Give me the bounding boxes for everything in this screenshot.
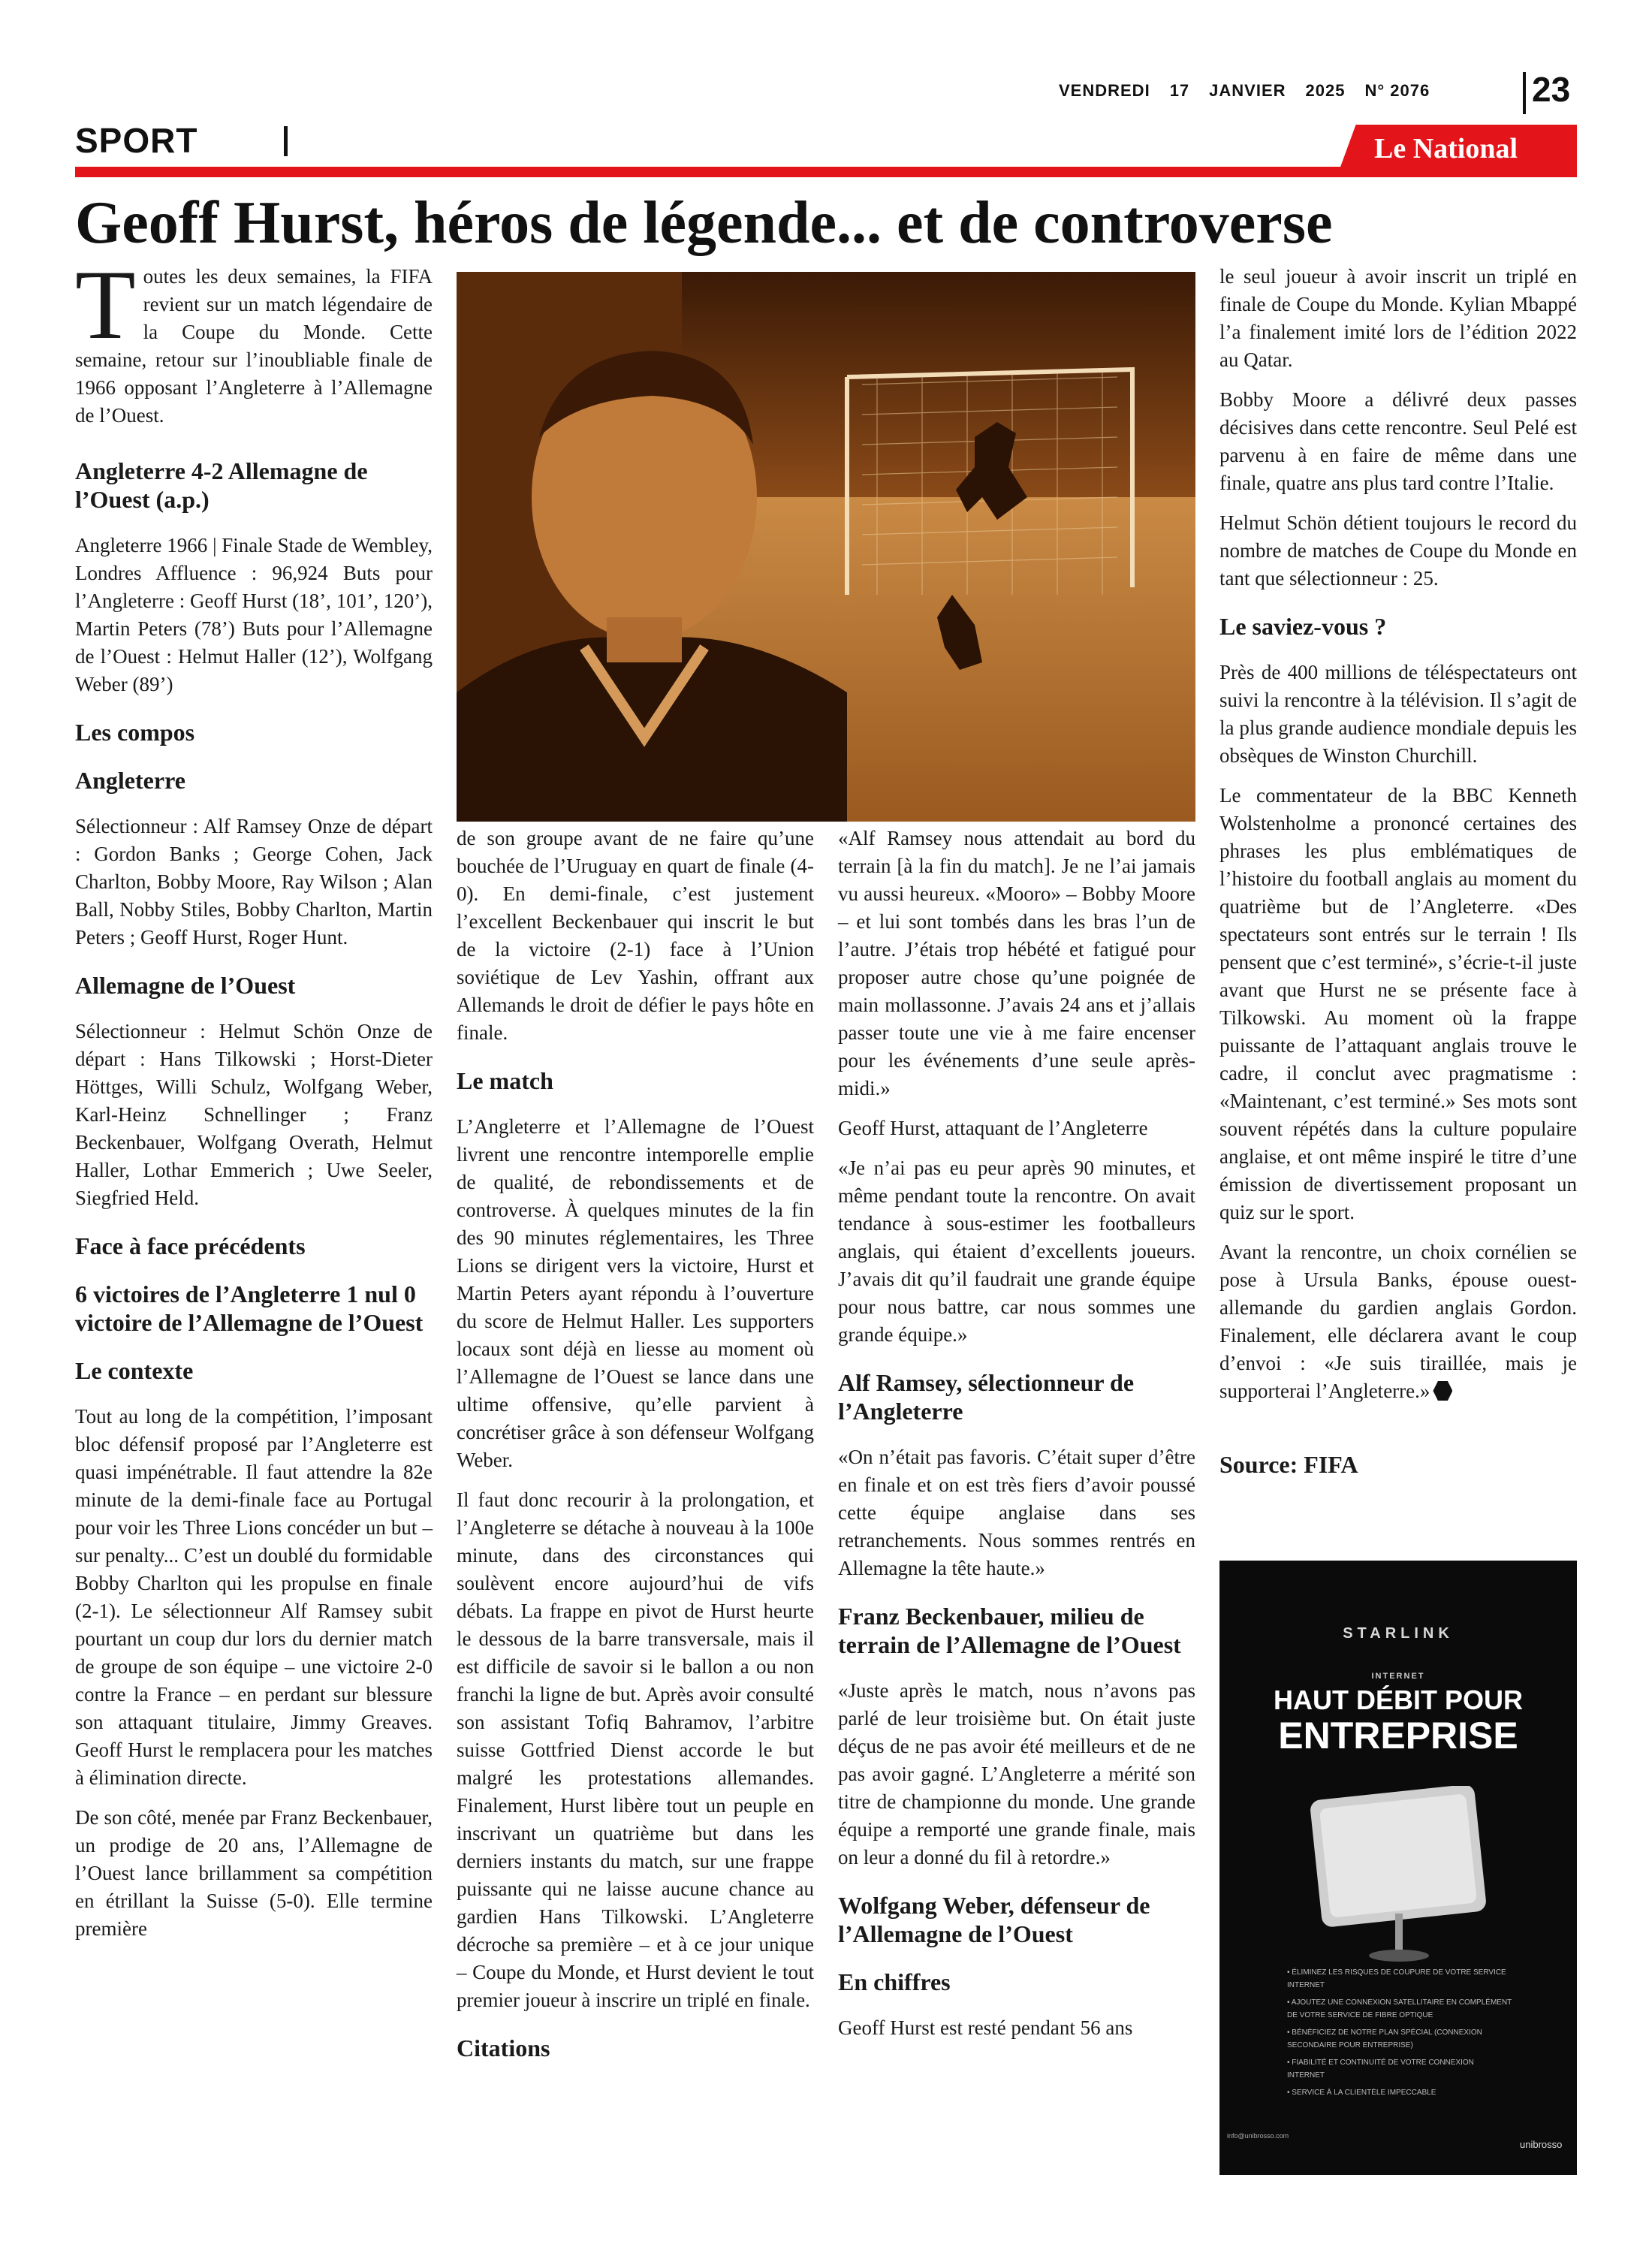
ad-title-line-1: HAUT DÉBIT POUR [1274, 1684, 1523, 1715]
heading-citations: Citations [457, 2034, 550, 2061]
ad-feature: • AJOUTEZ UNE CONNEXION SATELLITAIRE EN COMPLÉMENT DE VOTRE SERVICE DE FIBRE OPTIQUE [1287, 1998, 1512, 2019]
heading-score: Angleterre 4-2 Allemagne de l’Ouest (a.p.) [75, 457, 368, 513]
ad-feature: • ÉLIMINEZ LES RISQUES DE COUPURE DE VOTRE SERVICE INTERNET [1287, 1968, 1506, 1989]
paragraph-context-3: de son groupe avant de ne faire qu’une bouchée de l’Uruguay en quart de finale (4-0). En demi-finale, c’est justement l’excellent Beckenbauer qui inscrit le but de la victoire (2-1) face à l’Union soviétique de Lev Yashin, offrant aux Allemands le droit de défier le pays hôte en finale. [457, 827, 814, 1044]
quote-hurst-1: «Alf Ramsey nous attendait au bord du terrain [à la fin du match]. Je ne l’ai jamais vu aussi heureux. «Mooro» – Bobby Moore – et lui sont tombés dans les bras l’un de l’autre. J’étais trop hébété et fatigué pour proposer autre chose qu’une poignée de main mollassonne. J’avais 24 ans et j’allais passer toute une vie à me faire encenser pour les événements d’une seule après-midi.» [838, 827, 1195, 1099]
paragraph-context-1: Tout au long de la compétition, l’imposant bloc défensif proposé par l’Angleterre est quasi impénétrable. Il faut attendre la 82e minute de la demi-finale face au Portugal pour voir les Three Lions concéder un but – sur penalty... C’est un doublé du formidable Bobby Charlton qui les propulse en finale (2-1). Le sélectionneur Alf Ramsey subit pourtant un coup dur lors du dernier match de groupe de son équipe – une victoire 2-0 contre la France – en perdant sur blessure son attaquant titulaire, Jimmy Greaves. Geoff Hurst le remplacera pour les matches à élimination directe. [75, 1405, 433, 1789]
source-credit: Source: FIFA [1219, 1451, 1358, 1478]
quote-hurst-attribution: Geoff Hurst, attaquant de l’Angleterre [838, 1117, 1148, 1139]
paragraph-west-germany: Sélectionneur : Helmut Schön Onze de départ : Hans Tilkowski ; Horst-Dieter Höttges, Willi Schulz, Wolfgang Weber, Karl-Heinz Schnellinger ; Franz Beckenbauer, Wolfgang Overath, Helmut Haller, Lothar Emmerich ; Uwe Seeler, Siegfried Held. [75, 1020, 433, 1209]
paragraph-saviez-3: Avant la rencontre, un choix cornélien se pose à Ursula Banks, épouse ouest-allemande du gardien anglais Gordon. Finalement, elle déclarera avant le coup d’envoi : «Je suis tiraillée, mais je supporterai l’Angleterre.» [1219, 1241, 1577, 1402]
ad-contact: info@unibrosso.com [1227, 2132, 1289, 2140]
heading-weber: Wolfgang Weber, défenseur de l’Allemagne de l’Ouest [838, 1892, 1150, 1947]
ad-brand: STARLINK [1343, 1625, 1454, 1642]
paragraph-score: Angleterre 1966 | Finale Stade de Wembley, Londres Affluence : 96,924 Buts pour l’Angleterre : Geoff Hurst (18’, 101’, 120’), Martin Peters (78’) Buts pour l’Allemagne de l’Ouest : Helmut Haller (12’), Wolfgang Weber (89’) [75, 534, 433, 695]
heading-head-to-head: Face à face précédents [75, 1232, 306, 1259]
ad-feature: • FIABILITÉ ET CONTINUITÉ DE VOTRE CONNEXION INTERNET [1287, 2058, 1474, 2080]
hurst-goal-photo [457, 272, 1195, 822]
page-number-divider [1523, 72, 1526, 114]
heading-context: Le contexte [75, 1357, 194, 1384]
column-2 [457, 825, 814, 2080]
date-year: 2025 [1305, 81, 1346, 100]
issue-number: N° 2076 [1364, 81, 1430, 100]
heading-saviez-vous: Le saviez-vous ? [1219, 613, 1387, 640]
ad-feature-list [1287, 1966, 1512, 2104]
paragraph-saviez-1: Près de 400 millions de téléspectateurs ont suivi la rencontre à la télévision. Il s’agit de la plus grande audience mondiale depuis les obsèques de Winston Churchill. [1219, 661, 1577, 767]
article-photo [457, 272, 1195, 822]
column-4 [1219, 263, 1577, 1497]
ad-feature: • SERVICE À LA CLIENTÈLE IMPECCABLE [1287, 2089, 1436, 2097]
heading-head-to-head-stats: 6 victoires de l’Angleterre 1 nul 0 victoire de l’Allemagne de l’Ouest [75, 1280, 424, 1336]
column-1 [75, 249, 433, 1955]
paragraph-chiffres-continued: le seul joueur à avoir inscrit un triplé en finale de Coupe du Monde. Kylian Mbappé l’a finalement imité lors de l’édition 2022 au Qatar. [1219, 265, 1577, 371]
paragraph-moore: Bobby Moore a délivré deux passes décisives dans cette rencontre. Seul Pelé est parvenu à en faire de même dans une finale, quatre ans plus tard contre l’Italie. [1219, 388, 1577, 494]
satellite-dish-icon [1302, 1786, 1494, 1966]
paragraph-england: Sélectionneur : Alf Ramsey Onze de départ : Gordon Banks ; George Cohen, Jack Charlton, Bobby Moore, Ray Wilson ; Alan Ball, Nobby Stiles, Bobby Charlton, Martin Peters ; Geoff Hurst, Roger Hunt. [75, 815, 433, 949]
paragraph-schon: Helmut Schön détient toujours le record du nombre de matches de Coupe du Monde en tant que sélectionneur : 25. [1219, 511, 1577, 590]
paragraph-saviez-2: Le commentateur de la BBC Kenneth Wolstenholme a prononcé certaines des phrases les plus emblématiques de l’histoire du football anglais au moment du quatrième but de l’Angleterre. «Des spectateurs sont entrés sur le terrain ! Ils pensent que c’est terminé», s’écrie-t-il juste avant que Hurst ne se présente face à Tilkowski. Au moment où la frappe puissante de l’attaquant anglais trouve le cadre, il conclut avec pragmatisme : «Maintenant, c’est terminé.» Ses mots sont souvent répétés dans la culture populaire anglaise, et ont même inspiré le titre d’une émission de divertissement proposant un quiz sur le sport. [1219, 784, 1577, 1223]
heading-west-germany: Allemagne de l’Ouest [75, 972, 296, 999]
ad-feature: • BÉNÉFICIEZ DE NOTRE PLAN SPÉCIAL (CONNEXION SECONDAIRE POUR ENTREPRISE) [1287, 2028, 1482, 2049]
paragraph-match-2: Il faut donc recourir à la prolongation, et l’Angleterre se détache à nouveau à la 100e minute, dans des circonstances qui soulèvent encore aujourd’hui de vifs débats. La frappe en pivot de Hurst heurte le dessous de la barre transversale, mais il est difficile de savoir si le ballon a ou non franchi la ligne de but. Après avoir consulté son assistant Tofiq Bahramov, l’arbitre suisse Gottfried Dienst accorde le but malgré les protestations allemandes. Finalement, Hurst libère tout un peuple en inscrivant un quatrième but dans les derniers instants du match, sur une frappe puissante qui ne laisse aucune chance au gardien Hans Tilkowski. L’Angleterre décroche sa première – et à ce jour unique – Coupe du Monde, et Hurst devient le tout premier joueur à inscrire un triplé en finale. [457, 1488, 814, 2011]
heading-england: Angleterre [75, 767, 185, 794]
dateline [1059, 81, 1449, 101]
quote-hurst-2: «Je n’ai pas eu peur après 90 minutes, et même pendant toute la rencontre. On avait tendance à sous-estimer les footballeurs anglais, qui étaient d’excellents joueurs. J’avais dit qu’il faudrait une grande équipe pour nous battre, car nous sommes une grande équipe.» [838, 1157, 1195, 1346]
heading-compos: Les compos [75, 719, 195, 746]
ad-partner-logo: unibrosso [1520, 2139, 1563, 2150]
paragraph-chiffres-start: Geoff Hurst est resté pendant 56 ans [838, 2016, 1133, 2039]
starlink-advertisement[interactable] [1219, 1561, 1577, 2175]
ad-title-line-2: ENTREPRISE [1278, 1715, 1518, 1757]
date-month: JANVIER [1209, 81, 1286, 100]
article-headline: Geoff Hurst, héros de légende... et de controverse [75, 190, 1333, 256]
heading-beckenbauer: Franz Beckenbauer, milieu de terrain de l’Allemagne de l’Ouest [838, 1603, 1181, 1658]
heading-chiffres: En chiffres [838, 1968, 951, 1995]
section-divider [284, 126, 288, 156]
heading-ramsey: Alf Ramsey, sélectionneur de l’Angleterre [838, 1369, 1135, 1425]
section-title: SPORT [75, 121, 198, 160]
paragraph-match-1: L’Angleterre et l’Allemagne de l’Ouest livrent une rencontre intemporelle emplie de qualité, de rebondissements et de controverse. À quelques minutes de la fin des 90 minutes réglementaires, les Three Lions se dirigent vers la victoire, Hurst et Martin Peters ayant répondu à l’ouverture du score de Helmut Haller. Les supporters locaux sont déjà en liesse au moment où l’Allemagne de l’Ouest se lance dans une ultime offensive, qu’elle parvient à concrétiser grâce à son défenseur Wolfgang Weber. [457, 1115, 814, 1471]
column-3 [838, 825, 1195, 2054]
brand-name: Le National [1374, 133, 1518, 164]
intro-paragraph: Toutes les deux semaines, la FIFA revient sur un match légendaire de la Coupe du Monde. Cette semaine, retour sur l’inoubliable finale de 1966 opposant l’Angleterre à l’Allemagne de l’Ouest. [75, 249, 433, 427]
drop-cap: T [75, 249, 136, 360]
paragraph-context-2: De son côté, menée par Franz Beckenbauer, un prodige de 20 ans, l’Allemagne de l’Ouest lance brillamment sa compétition en étrillant la Suisse (5-0). Elle termine première [75, 1806, 433, 1940]
date-number: 17 [1169, 81, 1190, 100]
ad-small-label: INTERNET [1371, 1672, 1425, 1681]
page-number: 23 [1532, 70, 1571, 109]
quote-ramsey: «On n’était pas favoris. C’était super d’être en finale et on est très fiers d’avoir poussé cette équipe anglaise dans ses retranchements. Nous sommes rentrés en Allemagne la tête haute.» [838, 1446, 1195, 1579]
quote-beckenbauer: «Juste après le match, nous n’avons pas parlé de leur troisième but. On était juste déçus de ne pas avoir été meilleurs et de ne pas avoir gagné. L’Angleterre a mérité son titre de championne du monde. Une grande équipe a remporté une grande finale, mais on leur a donné du fil à retordre.» [838, 1679, 1195, 1868]
end-of-article-icon [1433, 1381, 1452, 1401]
heading-match: Le match [457, 1067, 553, 1094]
date-day: VENDREDI [1059, 81, 1150, 100]
